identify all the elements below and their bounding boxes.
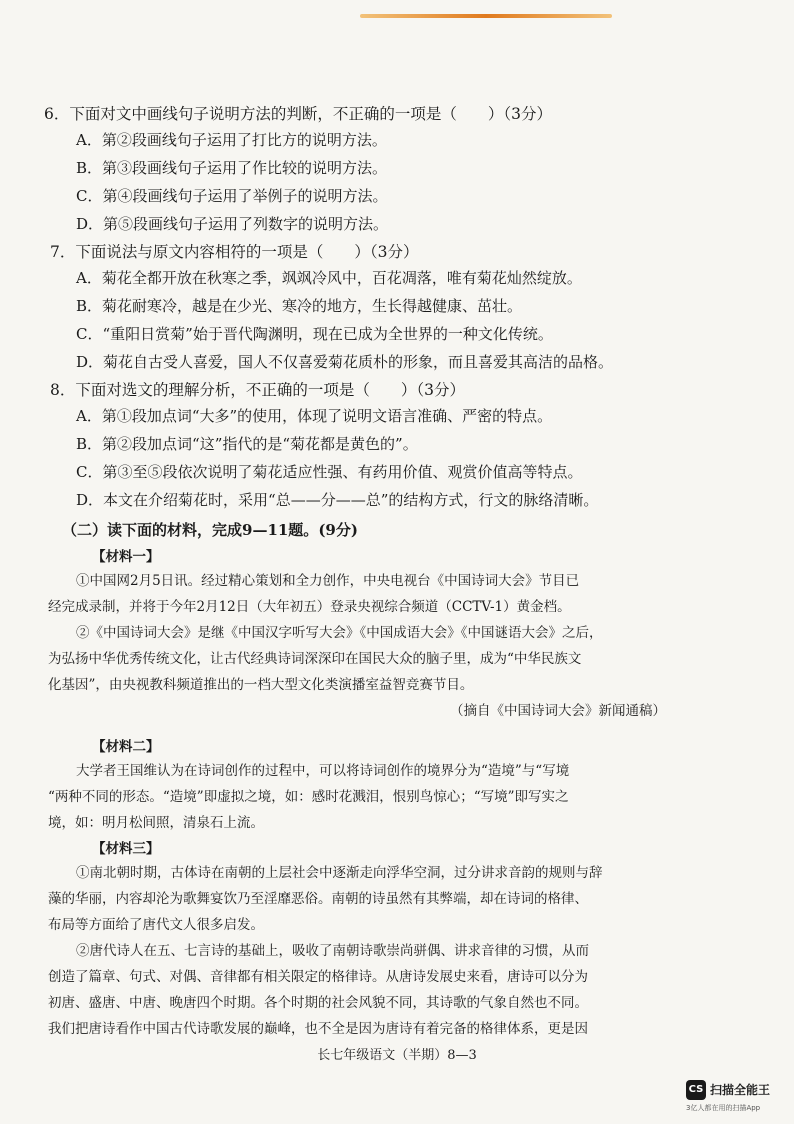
q8-option-d: D．本文在介绍菊花时，采用“总——分——总”的结构方式，行文的脉络清晰。 (76, 491, 599, 509)
q6-option-a: A．第②段画线句子运用了打比方的说明方法。 (76, 131, 387, 149)
material-1-line-4: 为弘扬中华优秀传统文化，让古代经典诗词深深印在国民大众的脑子里，成为“中华民族文 (48, 651, 582, 667)
cs-logo-icon: CS (686, 1080, 706, 1100)
material-1-line-1: ①中国网2月5日讯。经过精心策划和全力创作，中央电视台《中国诗词大会》节目已 (76, 573, 580, 589)
material-3-line-2: 藻的华丽，内容却沦为歌舞宴饮乃至淫靡恶俗。南朝的诗虽然有其弊端，却在诗词的格律、 (48, 891, 588, 907)
material-3-line-3: 布局等方面给了唐代文人很多启发。 (48, 917, 264, 933)
scanner-subtitle: 3亿人都在用的扫描App (686, 1104, 761, 1112)
q7-option-d: D．菊花自古受人喜爱，国人不仅喜爱菊花质朴的形象，而且喜爱其高洁的品格。 (76, 353, 614, 371)
material-1-line-3: ②《中国诗词大会》是继《中国汉字听写大会》《中国成语大会》《中国谜语大会》之后， (76, 625, 603, 641)
material-1-source: （摘自《中国诗词大会》新闻通稿） (450, 703, 666, 719)
material-2-label: 【材料二】 (92, 739, 160, 755)
scanner-title: 扫描全能王 (710, 1083, 771, 1097)
q6-option-d: D．第⑤段画线句子运用了列数字的说明方法。 (76, 215, 389, 233)
q8-option-a: A．第①段加点词“大多”的使用，体现了说明文语言准确、严密的特点。 (76, 407, 553, 425)
material-3-line-5: 创造了篇章、句式、对偶、音律都有相关限定的格律诗。从唐诗发展史来看，唐诗可以分为 (48, 969, 588, 985)
q6-option-c: C．第④段画线句子运用了举例子的说明方法。 (76, 187, 388, 205)
material-2-line-1: 大学者王国维认为在诗词创作的过程中，可以将诗词创作的境界分为“造境”与“写境 (76, 763, 570, 779)
page-footer: 长七年级语文（半期）8—3 (317, 1048, 477, 1063)
question-8-stem: 8．下面对选文的理解分析，不正确的一项是（ ）（3分） (50, 381, 465, 399)
q7-option-b: B．菊花耐寒冷，越是在少光、寒冷的地方，生长得越健康、茁壮。 (76, 297, 523, 315)
q8-option-c: C．第③至⑤段依次说明了菊花适应性强、有药用价值、观赏价值高等特点。 (76, 463, 583, 481)
material-3-line-4: ②唐代诗人在五、七言诗的基础上，吸收了南朝诗歌崇尚骈偶、讲求音律的习惯，从而 (76, 943, 589, 959)
material-3-line-7: 我们把唐诗看作中国古代诗歌发展的巅峰，也不全是因为唐诗有着完备的格律体系，更是因 (48, 1021, 588, 1037)
material-3-line-1: ①南北朝时期，古体诗在南朝的上层社会中逐渐走向浮华空洞，过分讲求音韵的规则与辞 (76, 865, 603, 881)
section-2-heading: （二）读下面的材料，完成9—11题。(9分) (62, 521, 358, 539)
material-2-line-3: 境，如：明月松间照，清泉石上流。 (48, 815, 264, 831)
scanner-watermark (686, 1080, 786, 1120)
q8-option-b: B．第②段加点词“这”指代的是“菊花都是黄色的”。 (76, 435, 418, 453)
material-1-line-2: 经完成录制，并将于今年2月12日（大年初五）登录央视综合频道（CCTV-1）黄金档。 (48, 599, 571, 615)
q7-option-c: C．“重阳日赏菊”始于晋代陶渊明，现在已成为全世界的一种文化传统。 (76, 325, 553, 343)
question-7-stem: 7．下面说法与原文内容相符的一项是（ ）（3分） (50, 243, 419, 261)
material-1-line-5: 化基因”，由央视教科频道推出的一档大型文化类演播室益智竞赛节目。 (48, 677, 474, 693)
q6-option-b: B．第③段画线句子运用了作比较的说明方法。 (76, 159, 388, 177)
material-3-label: 【材料三】 (92, 841, 160, 857)
material-1-label: 【材料一】 (92, 549, 160, 565)
material-2-line-2: “两种不同的形态。“造境”即虚拟之境，如：感时花溅泪，恨别鸟惊心；“写境”即写实之 (48, 789, 569, 805)
question-6-stem: 6．下面对文中画线句子说明方法的判断，不正确的一项是（ ）（3分） (44, 105, 552, 123)
material-3-line-6: 初唐、盛唐、中唐、晚唐四个时期。各个时期的社会风貌不同，其诗歌的气象自然也不同。 (48, 995, 588, 1011)
q7-option-a: A．菊花全都开放在秋寒之季，飒飒冷风中，百花凋落，唯有菊花灿然绽放。 (76, 269, 582, 287)
